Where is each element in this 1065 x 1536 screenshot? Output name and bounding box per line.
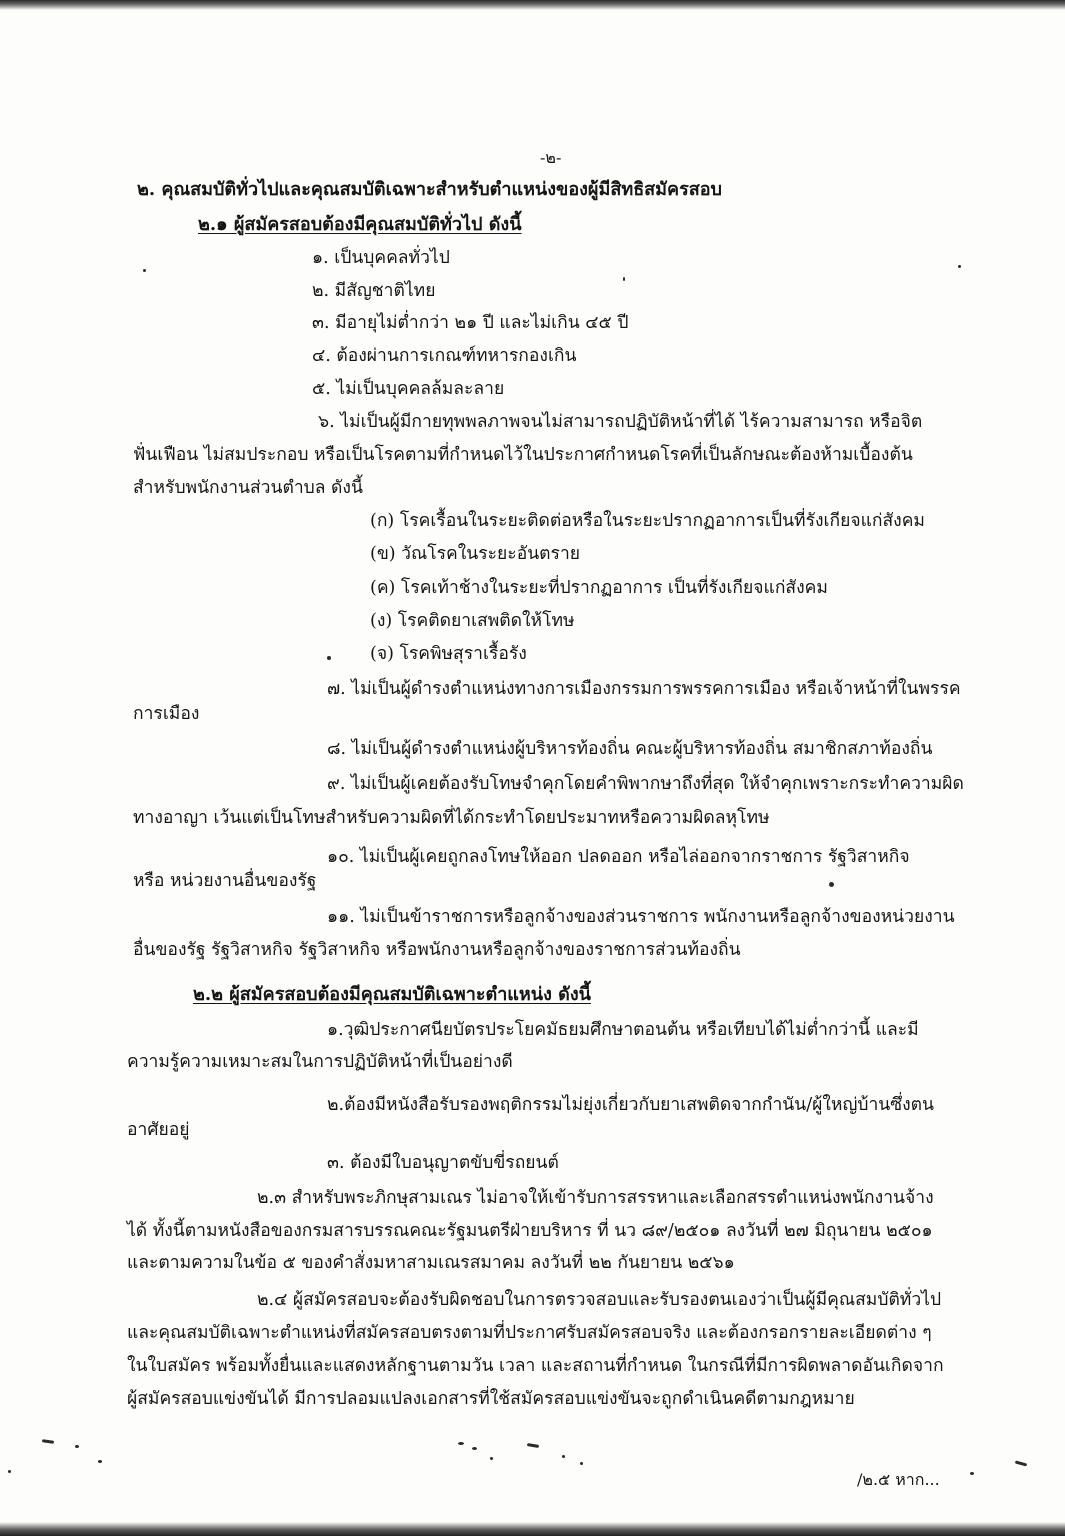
qualification-item-8: ๘. ไม่เป็นผู้ดำรงตำแหน่งผู้บริหารท้องถิ่น คณะผู้บริหารท้องถิ่น สมาชิกสภาท้องถิ่น: [327, 739, 933, 759]
scan-speck: [1015, 1460, 1027, 1466]
scan-speck: [98, 1460, 102, 1463]
scan-speck: [829, 882, 834, 887]
qualification-item-6-line-3: สำหรับพนักงานส่วนตำบล ดังนี้: [133, 478, 363, 498]
scan-speck: [327, 656, 331, 660]
scan-speck: [42, 1439, 54, 1444]
qualification-item-11-line-1: ๑๑. ไม่เป็นข้าราชการหรือลูกจ้างของส่วนราชการ พนักงานหรือลูกจ้างของหน่วยงาน: [327, 907, 955, 927]
scan-speck: [490, 1457, 493, 1460]
section-2-3-line-2: ได้ ทั้งนี้ตามหนังสือของกรมสารบรรณคณะรัฐมนตรีฝ่ายบริหาร ที่ นว ๘๙/๒๕๐๑ ลงวันที่ ๒๗ มิถุนายน ๒๕๐๑: [127, 1221, 933, 1241]
page-number: -๒-: [540, 148, 562, 167]
qualification-item-9-line-1: ๙. ไม่เป็นผู้เคยต้องรับโทษจำคุกโดยคำพิพากษาถึงที่สุด ให้จำคุกเพราะกระทำความผิด: [327, 774, 964, 794]
section-2-4-line-1: ๒.๔ ผู้สมัครสอบจะต้องรับผิดชอบในการตรวจสอบและรับรองตนเองว่าเป็นผู้มีคุณสมบัติทั่วไป: [257, 1290, 942, 1310]
qualification-item: ๕. ไม่เป็นบุคคลล้มละลาย: [312, 379, 505, 399]
section-heading: ๒. คุณสมบัติทั่วไปและคุณสมบัติเฉพาะสำหรับตำแหน่งของผู้มีสิทธิสมัครสอบ: [137, 179, 722, 200]
section-2-4-line-4: ผู้สมัครสอบแข่งขันได้ มีการปลอมแปลงเอกสารที่ใช้สมัครสอบแข่งขันจะถูกดำเนินคดีตามกฎหมาย: [127, 1389, 855, 1409]
qualification-item-10-line-1: ๑๐. ไม่เป็นผู้เคยถูกลงโทษให้ออก ปลดออก หรือไล่ออกจากราชการ รัฐวิสาหกิจ: [327, 847, 910, 867]
scan-speck: [623, 277, 625, 281]
section-2-4-line-3: ในใบสมัคร พร้อมทั้งยื่นและแสดงหลักฐานตามวัน เวลา และสถานที่กำหนด ในกรณีที่มีการผิดพลาดอันเกิดจาก: [127, 1356, 944, 1376]
section-2-1-title: ๒.๑ ผู้สมัครสอบต้องมีคุณสมบัติทั่วไป ดังนี้: [198, 214, 522, 235]
scan-speck: [143, 269, 146, 272]
qualification-item: ๒. มีสัญชาติไทย: [312, 281, 436, 301]
scan-speck: [472, 1447, 477, 1450]
scan-speck: [958, 265, 961, 268]
section-2-2-title: ๒.๒ ผู้สมัครสอบต้องมีคุณสมบัติเฉพาะตำแหน่ง ดังนี้: [193, 984, 591, 1005]
specific-item-1-line-2: ความรู้ความเหมาะสมในการปฏิบัติหน้าที่เป็นอย่างดี: [127, 1052, 513, 1072]
disease-item: (จ) โรคพิษสุราเรื้อรัง: [370, 644, 527, 664]
disease-item: (ง) โรคติดยาเสพติดให้โทษ: [370, 611, 575, 631]
section-2-3-line-1: ๒.๓ สำหรับพระภิกษุสามเณร ไม่อาจให้เข้ารับการสรรหาและเลือกสรรตำแหน่งพนักงานจ้าง: [257, 1188, 934, 1208]
disease-item: (ก) โรคเรื้อนในระยะติดต่อหรือในระยะปรากฏอาการเป็นที่รังเกียจแก่สังคม: [370, 511, 925, 531]
qualification-item-11-line-2: อื่นของรัฐ รัฐวิสาหกิจ รัฐวิสาหกิจ หรือพนักงานหรือลูกจ้างของราชการส่วนท้องถิ่น: [133, 940, 741, 960]
specific-item-3: ๓. ต้องมีใบอนุญาตขับขี่รถยนต์: [327, 1153, 559, 1173]
qualification-item: ๔. ต้องผ่านการเกณฑ์ทหารกองเกิน: [312, 346, 577, 366]
disease-item: (ค) โรคเท้าช้างในระยะที่ปรากฏอาการ เป็นที่รังเกียจแก่สังคม: [370, 578, 828, 598]
scan-speck: [527, 1443, 539, 1448]
qualification-item-6-line-1: ๖. ไม่เป็นผู้มีกายทุพพลภาพจนไม่สามารถปฏิบัติหน้าที่ได้ ไร้ความสามารถ หรือจิต: [318, 412, 923, 432]
scan-speck: [75, 1445, 79, 1448]
qualification-item-6-line-2: ฟั่นเฟือน ไม่สมประกอบ หรือเป็นโรคตามที่กำหนดไว้ในประกาศกำหนดโรคที่เป็นลักษณะต้องห้ามเบื้องต้น: [133, 445, 913, 465]
qualification-item-7-line-1: ๗. ไม่เป็นผู้ดำรงตำแหน่งทางการเมืองกรรมการพรรคการเมือง หรือเจ้าหน้าที่ในพรรค: [327, 679, 961, 699]
specific-item-2-line-2: อาศัยอยู่: [127, 1120, 190, 1140]
qualification-item-7-line-2: การเมือง: [133, 704, 200, 724]
specific-item-2-line-1: ๒.ต้องมีหนังสือรับรองพฤติกรรมไม่ยุ่งเกี่ยวกับยาเสพติดจากกำนัน/ผู้ใหญ่บ้านซึ่งตน: [327, 1095, 934, 1115]
section-2-4-line-2: และคุณสมบัติเฉพาะตำแหน่งที่สมัครสอบตรงตามที่ประกาศรับสมัครสอบจริง และต้องกรอกรายละเอียดต่าง ๆ: [127, 1323, 932, 1343]
continuation-note: /๒.๕ หาก...: [857, 1470, 940, 1489]
scan-speck: [562, 1455, 565, 1458]
scan-speck: [8, 1470, 11, 1473]
qualification-item: ๓. มีอายุไม่ต่ำกว่า ๒๑ ปี และไม่เกิน ๔๕ ปี: [312, 313, 629, 333]
qualification-item-9-line-2: ทางอาญา เว้นแต่เป็นโทษสำหรับความผิดที่ได้กระทำโดยประมาทหรือความผิดลหุโทษ: [133, 808, 770, 828]
scan-speck: [458, 1442, 464, 1445]
qualification-item-10-line-2: หรือ หน่วยงานอื่นของรัฐ: [133, 871, 317, 891]
scan-speck: [970, 1472, 974, 1475]
disease-item: (ข) วัณโรคในระยะอันตราย: [370, 544, 581, 564]
scan-edge-bottom: [0, 1522, 1065, 1536]
scan-edge-top: [0, 0, 1065, 10]
scan-speck: [580, 1462, 583, 1465]
qualification-item: ๑. เป็นบุคคลทั่วไป: [312, 248, 450, 268]
section-2-3-line-3: และตามความในข้อ ๕ ของคำสั่งมหาสามเณรสมาคม ลงวันที่ ๒๒ กันยายน ๒๕๖๑: [127, 1253, 735, 1273]
specific-item-1-line-1: ๑.วุฒิประกาศนียบัตรประโยคมัธยมศึกษาตอนต้น หรือเทียบได้ไม่ต่ำกว่านี้ และมี: [327, 1020, 919, 1040]
